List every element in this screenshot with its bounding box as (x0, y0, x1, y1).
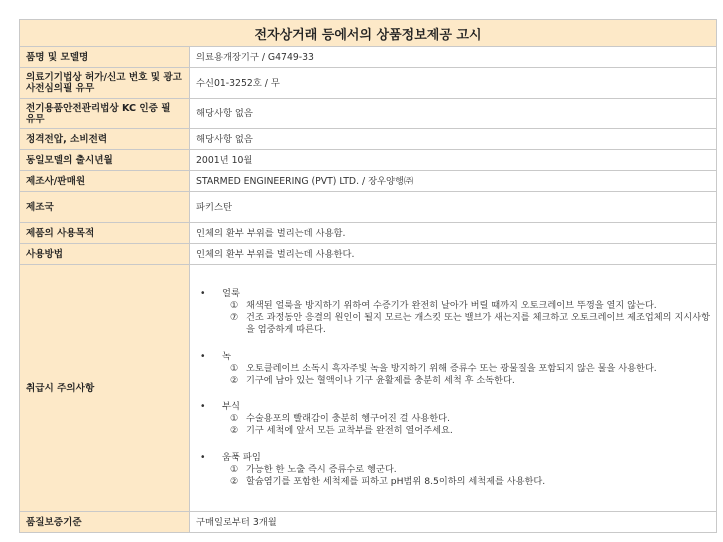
row-value-rated-voltage: 해당사항 없음 (190, 129, 717, 150)
circled-number: ② (230, 475, 239, 487)
circled-number: ① (230, 413, 239, 425)
row-label-warranty: 품질보증기준 (20, 512, 190, 533)
row-value-usage: 인체의 환부 부위를 벌리는데 사용한다. (190, 244, 717, 265)
row-value-product-name: 의료용개장기구 / G4749-33 (190, 47, 717, 68)
list-item-text: 가능한 한 노출 즉시 증류수로 헹군다. (246, 463, 397, 475)
table-row (20, 99, 717, 129)
list-item-text: 오토클레이브 소독시 흑자주빛 녹을 방지하기 위해 증류수 또는 광물질을 포함되지 않은 물을 사용한다. (246, 362, 657, 374)
row-value-purpose: 인체의 환부 부위를 벌리는데 사용함. (190, 223, 717, 244)
product-info-table (19, 19, 717, 533)
table-row (20, 68, 717, 99)
row-label-usage: 사용방법 (20, 244, 190, 265)
bullet-icon: • (200, 451, 206, 463)
spacer (200, 438, 710, 451)
row-label-rated-voltage: 정격전압, 소비전력 (20, 129, 190, 150)
row-label-caution: 취급시 주의사항 (20, 265, 190, 512)
list-item-text: 채색된 얼룩을 방지하기 위하여 수증기가 완전히 날아가 버릴 때까지 오토크레이브 뚜껑을 열지 않는다. (246, 300, 657, 312)
row-label-manufacturer: 제조사/판매원 (20, 171, 190, 192)
caution-section-rust (200, 351, 710, 387)
caution-list (196, 284, 710, 492)
caution-heading: 얼룩 (222, 288, 240, 300)
bullet-icon: • (200, 401, 206, 413)
circled-number: ② (230, 425, 239, 437)
caution-heading: 움푹 파임 (222, 451, 261, 463)
table-row (20, 192, 717, 223)
list-item (200, 312, 710, 336)
row-value-kc-certification: 해당사항 없음 (190, 99, 717, 129)
table-row (20, 512, 717, 533)
circled-number: ⑦ (230, 312, 239, 324)
caution-heading: 녹 (222, 350, 231, 362)
row-value-warranty: 구매일로부터 3개월 (190, 512, 717, 533)
table-row (20, 265, 717, 512)
product-info-notice (19, 19, 716, 533)
list-item (200, 464, 710, 476)
list-item-text: 기구에 남아 있는 혈액이나 기구 윤활제를 충분히 세척 후 소독한다. (246, 374, 515, 386)
row-label-release-date: 동일모델의 출시년월 (20, 150, 190, 171)
circled-number: ① (230, 463, 239, 475)
bullet-icon: • (200, 350, 206, 362)
table-row (20, 223, 717, 244)
bullet-icon: • (200, 288, 206, 300)
caution-section-stain (200, 288, 710, 337)
table-row (20, 150, 717, 171)
circled-number: ② (230, 374, 239, 386)
circled-number: ① (230, 300, 239, 312)
caution-content (190, 265, 717, 512)
spacer (200, 387, 710, 400)
row-value-manufacturer: STARMED ENGINEERING (PVT) LTD. / 장우양행㈜ (190, 171, 717, 192)
row-value-approval-number: 수신01-3252호 / 무 (190, 68, 717, 99)
list-item (200, 375, 710, 387)
notice-title: 전자상거래 등에서의 상품정보제공 고시 (20, 20, 717, 47)
row-label-approval-number: 의료기기법상 허가/신고 번호 및 광고사전심의필 유무 (20, 68, 190, 99)
caution-section-corrosion (200, 401, 710, 437)
list-item (200, 476, 710, 488)
list-item (200, 413, 710, 425)
spacer (200, 337, 710, 350)
list-item-text: 건조 과정동안 응결의 원인이 될지 모르는 개스킷 또는 밸브가 새는지를 체크하고 오토크레이브 제조업체의 지시사항을 엄중하게 따른다. (246, 312, 710, 336)
row-value-release-date: 2001년 10월 (190, 150, 717, 171)
circled-number: ① (230, 362, 239, 374)
table-row (20, 171, 717, 192)
table-row (20, 129, 717, 150)
row-label-purpose: 제품의 사용목적 (20, 223, 190, 244)
list-item-text: 수술용포의 빨래감이 충분히 헹구어진 걸 사용한다. (246, 413, 450, 425)
table-row (20, 47, 717, 68)
table-row (20, 244, 717, 265)
list-item-text: 기구 세척에 앞서 모든 교착부를 완전히 열어주세요. (246, 425, 453, 437)
row-label-product-name: 품명 및 모델명 (20, 47, 190, 68)
list-item (200, 363, 710, 375)
caution-heading: 부식 (222, 401, 240, 413)
row-label-country: 제조국 (20, 192, 190, 223)
caution-section-pitting (200, 452, 710, 488)
list-item (200, 425, 710, 437)
list-item-text: 할슘염기를 포함한 세척제를 피하고 pH범위 8.5이하의 세척제를 사용한다. (246, 475, 546, 487)
list-item (200, 300, 710, 312)
row-label-kc-certification: 전기용품안전관리법상 KC 인증 필 유무 (20, 99, 190, 129)
row-value-country: 파키스탄 (190, 192, 717, 223)
